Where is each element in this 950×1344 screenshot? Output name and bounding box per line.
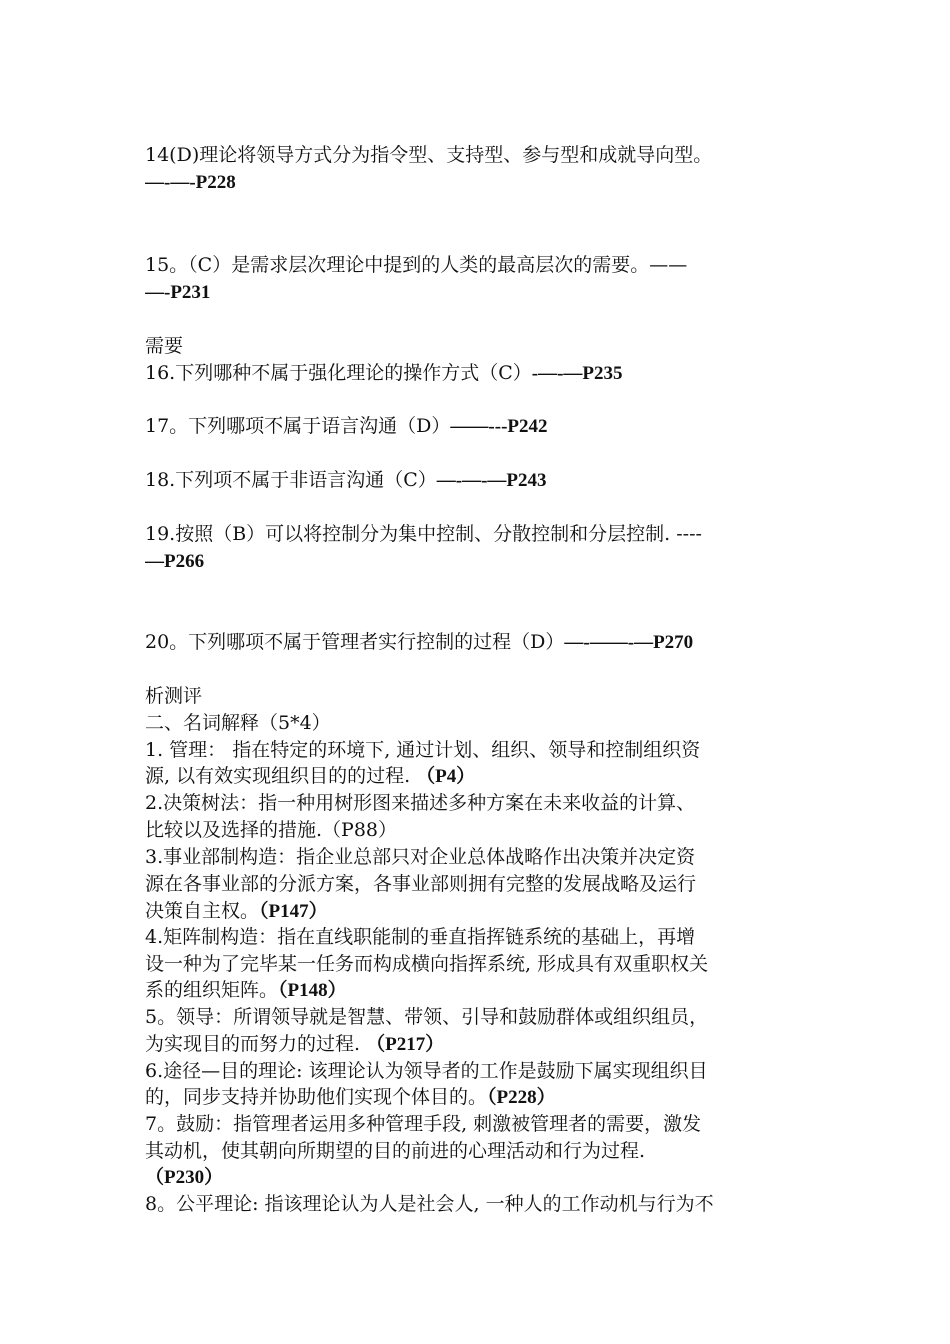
term-6-line-2: [145, 1084, 810, 1111]
q18-page-ref: —-—-—P243: [436, 470, 547, 491]
q17-question: [145, 413, 810, 440]
q15-option-d-cont: 需要: [145, 335, 184, 357]
term-8-line-1: 8。公平理论: 指该理论认为人是社会人, 一种人的工作动机与行为不: [145, 1193, 714, 1215]
term-5-page-ref: （P217）: [366, 1034, 445, 1055]
q17-text: 17。下列哪项不属于语言沟通（D）: [145, 415, 451, 437]
term-5-text: 为实现目的而努力的过程.: [145, 1033, 367, 1055]
term-4-line-3: [145, 977, 810, 1004]
term-3-line-3: [145, 898, 810, 925]
term-4-line-1: 4.矩阵制构造：指在直线职能制的垂直指挥链系统的基础上，再增: [145, 926, 696, 948]
term-2-line-1: 2.决策树法：指一种用树形图来描述多种方案在未来收益的计算、: [145, 792, 696, 814]
term-1-text: 源, 以有效实现组织目的的过程.: [145, 765, 417, 787]
term-3-line-2: 源在各事业部的分派方案，各事业部则拥有完整的发展战略及运行: [145, 873, 697, 895]
term-7-line-1: 7。鼓励：指管理者运用多种管理手段, 刺激被管理者的需要，激发: [145, 1113, 702, 1135]
q19-question: 19.按照（B）可以将控制分为集中控制、分散控制和分层控制. ----: [145, 523, 702, 545]
term-1-line-2: [145, 763, 810, 790]
term-3-line-1: 3.事业部制构造：指企业总部只对企业总体战略作出决策并决定资: [145, 846, 696, 868]
q20-text: 20。下列哪项不属于管理者实行控制的过程（D）: [145, 631, 565, 653]
q14-page-ref: —-—-P228: [145, 172, 236, 193]
q18-question: [145, 467, 810, 494]
q20-question: [145, 629, 810, 656]
q15-page-ref: —-P231: [145, 282, 211, 303]
q15-text: 15。（C）是需求层次理论中提到的人类的最高层次的需要。——: [145, 254, 688, 276]
q15-question: [145, 252, 810, 279]
q17-page-ref: ——---P242: [450, 416, 548, 437]
q16-text: 16.下列哪种不属于强化理论的操作方式（C）: [145, 362, 532, 384]
term-3-page-ref: （P147）: [259, 901, 328, 922]
term-1-line-1: 1. 管理： 指在特定的环境下, 通过计划、组织、领导和控制组织资: [145, 739, 701, 761]
term-3-text: 决策自主权。: [145, 900, 260, 922]
term-5-line-2: [145, 1031, 810, 1058]
term-1-page-ref: （P4）: [416, 766, 476, 787]
q20-option-d-cont: 析测评: [145, 685, 203, 707]
q14-question: 14(D)理论将领导方式分为指令型、支持型、参与型和成就导向型。: [145, 144, 713, 166]
q19-page-ref: —P266: [145, 551, 205, 572]
q16-page-ref: -—-—P235: [531, 363, 623, 384]
q16-question: [145, 360, 810, 387]
term-2-line-2: 比较以及选择的措施.（P88）: [145, 819, 398, 841]
q18-text: 18.下列项不属于非语言沟通（C）: [145, 469, 437, 491]
term-6-line-1: 6.途径—目的理论: 该理论认为领导者的工作是鼓励下属实现组织目: [145, 1060, 708, 1082]
term-7-page-ref: （P230）: [145, 1167, 224, 1188]
term-5-line-1: 5。领导：所谓领导就是智慧、带领、引导和鼓励群体或组织组员，: [145, 1006, 709, 1028]
term-4-page-ref: （P148）: [278, 980, 347, 1001]
q20-page-ref: —-——-—P270: [564, 632, 694, 653]
term-7-line-2: 其动机，使其朝向所期望的目的前进的心理活动和行为过程.: [145, 1140, 646, 1162]
term-6-page-ref: （P228）: [487, 1087, 556, 1108]
term-4-text: 系的组织矩阵。: [145, 979, 279, 1001]
section-title: 二、名词解释（5*4）: [145, 712, 331, 734]
term-4-line-2: 设一种为了完毕某一任务而构成横向指挥系统, 形成具有双重职权关: [145, 953, 709, 975]
term-6-text: 的，同步支持并协助他们实现个体目的。: [145, 1086, 488, 1108]
